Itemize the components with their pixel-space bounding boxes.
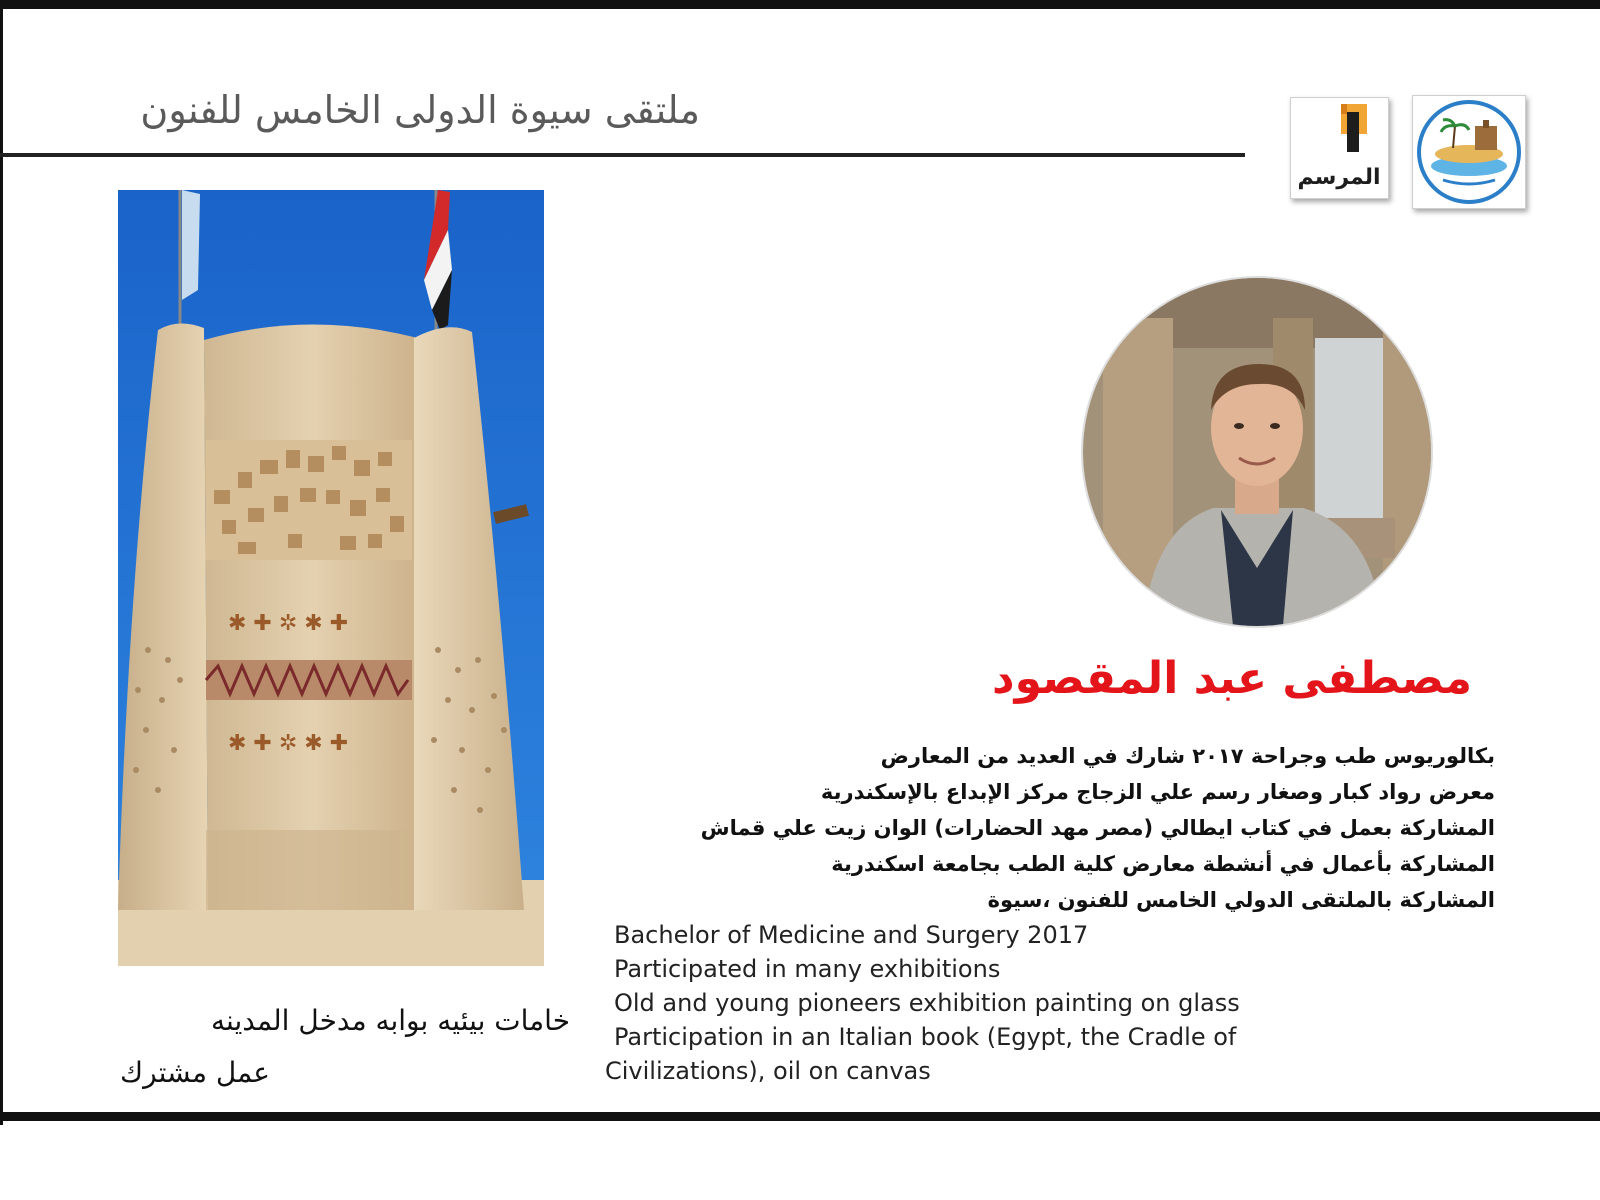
bio-en-line: Old and young pioneers exhibition painting on glass: [614, 989, 1240, 1017]
svg-text:✱ ✚ ✲ ✱ ✚: ✱ ✚ ✲ ✱ ✚: [228, 611, 349, 636]
artist-portrait: [1083, 278, 1431, 626]
bio-ar-line: معرض رواد كبار وصغار رسم علي الزجاج مركز الإبداع بالإسكندرية: [820, 780, 1495, 804]
caption-line-1: خامات بيئيه بوابه مدخل المدينه: [211, 1004, 570, 1037]
bio-en-line: Participated in many exhibitions: [614, 955, 1001, 983]
bio-ar-line: المشاركة بالملتقى الدولي الخامس للفنون ،سيوة: [987, 888, 1495, 912]
bio-en-line: Participation in an Italian book (Egypt, the Cradle of: [614, 1023, 1237, 1051]
artist-bio-english: [605, 918, 1240, 1088]
bio-en-line: Bachelor of Medicine and Surgery 2017: [614, 921, 1089, 949]
page-title: ملتقى سيوة الدولى الخامس للفنون: [140, 88, 700, 132]
bio-en-line: Civilizations), oil on canvas: [605, 1057, 931, 1085]
siwa-festival-logo: [1412, 95, 1526, 209]
artist-name: مصطفى عبد المقصود: [991, 653, 1472, 704]
bio-ar-line: المشاركة بعمل في كتاب ايطالي (مصر مهد الحضارات) الوان زيت علي قماش: [700, 816, 1495, 840]
bio-ar-line: المشاركة بأعمال في أنشطة معارض كلية الطب بجامعة اسكندرية: [831, 852, 1495, 876]
svg-text:✱ ✚ ✲ ✱ ✚: ✱ ✚ ✲ ✱ ✚: [228, 731, 349, 756]
footer-divider: [0, 1112, 1600, 1121]
top-border: [0, 0, 1600, 9]
artwork-photo: [118, 190, 544, 966]
marsam-logo: [1290, 97, 1389, 199]
artwork-caption: [110, 995, 570, 1099]
bio-ar-line: بكالوريوس طب وجراحة ٢٠١٧ شارك في العديد من المعارض: [880, 744, 1495, 768]
header-divider: [0, 153, 1245, 157]
caption-line-2: عمل مشترك: [120, 1056, 270, 1089]
left-border: [0, 0, 3, 1125]
artist-bio-arabic: [701, 738, 1495, 918]
marsam-logo-text: المرسم: [1297, 165, 1381, 190]
